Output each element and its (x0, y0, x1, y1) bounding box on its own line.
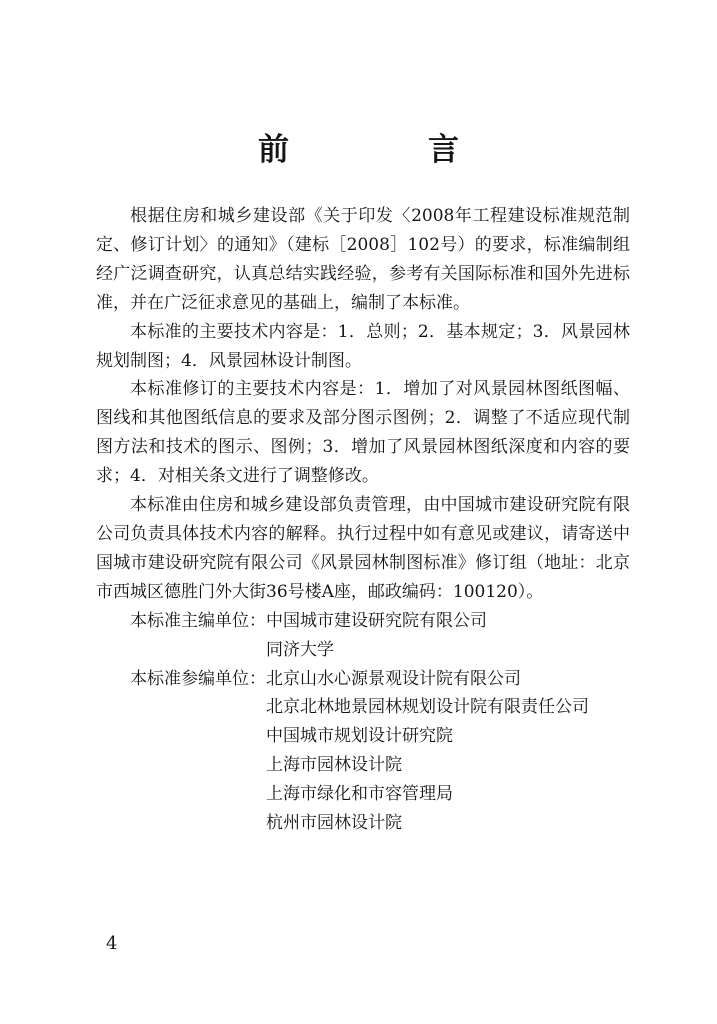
chief-units-label: 本标准主编单位： (130, 610, 266, 631)
chief-units-row (96, 607, 630, 665)
participating-units-row (96, 665, 630, 838)
paragraph-revision-content: 本标准修订的主要技术内容是：1．增加了对风景园林图纸图幅、图线和其他图纸信息的要求及部分图示图例；2．调整了不适应现代制图方法和技术的图示、图例；3．增加了风景园林图纸深度和内容的要求；4．对相关条文进行了调整修改。 (96, 379, 630, 487)
preface-body (96, 202, 630, 838)
participating-unit-item: 上海市绿化和市容管理局 (266, 784, 453, 805)
page-title: 前 言 (258, 132, 513, 168)
participating-unit-item: 北京山水心源景观设计院有限公司 (266, 668, 521, 689)
chief-unit-item: 中国城市建设研究院有限公司 (266, 610, 487, 631)
participating-unit-item: 中国城市规划设计研究院 (266, 726, 453, 747)
chief-units-list (266, 607, 630, 665)
participating-unit-item: 杭州市园林设计院 (266, 813, 402, 834)
participating-unit-item: 上海市园林设计院 (266, 755, 402, 776)
participating-units-block (96, 665, 630, 838)
paragraph-management: 本标准由住房和城乡建设部负责管理，由中国城市建设研究院有限公司负责具体技术内容的解释。执行过程中如有意见或建议，请寄送中国城市建设研究院有限公司《风景园林制图标准》修订组（地址：北京市西城区德胜门外大街36号楼A座，邮政编码：100120）。 (96, 495, 630, 602)
chief-unit-item: 同济大学 (266, 639, 334, 660)
participating-units-list (266, 665, 630, 838)
participating-units-label: 本标准参编单位： (130, 668, 266, 689)
participating-unit-item: 北京北林地景园林规划设计院有限责任公司 (266, 697, 589, 718)
paragraph-main-content: 本标准的主要技术内容是：1．总则；2．基本规定；3．风景园林规划制图；4．风景园林设计制图。 (96, 321, 630, 371)
page-number: 4 (106, 933, 118, 954)
chief-units-block (96, 607, 630, 665)
paragraph-background: 根据住房和城乡建设部《关于印发〈2008年工程建设标准规范制定、修订计划〉的通知》（建标［2008］102号）的要求，标准编制组经广泛调查研究，认真总结实践经验，参考有关国际标准和国外先进标准，并在广泛征求意见的基础上，编制了本标准。 (96, 206, 630, 313)
